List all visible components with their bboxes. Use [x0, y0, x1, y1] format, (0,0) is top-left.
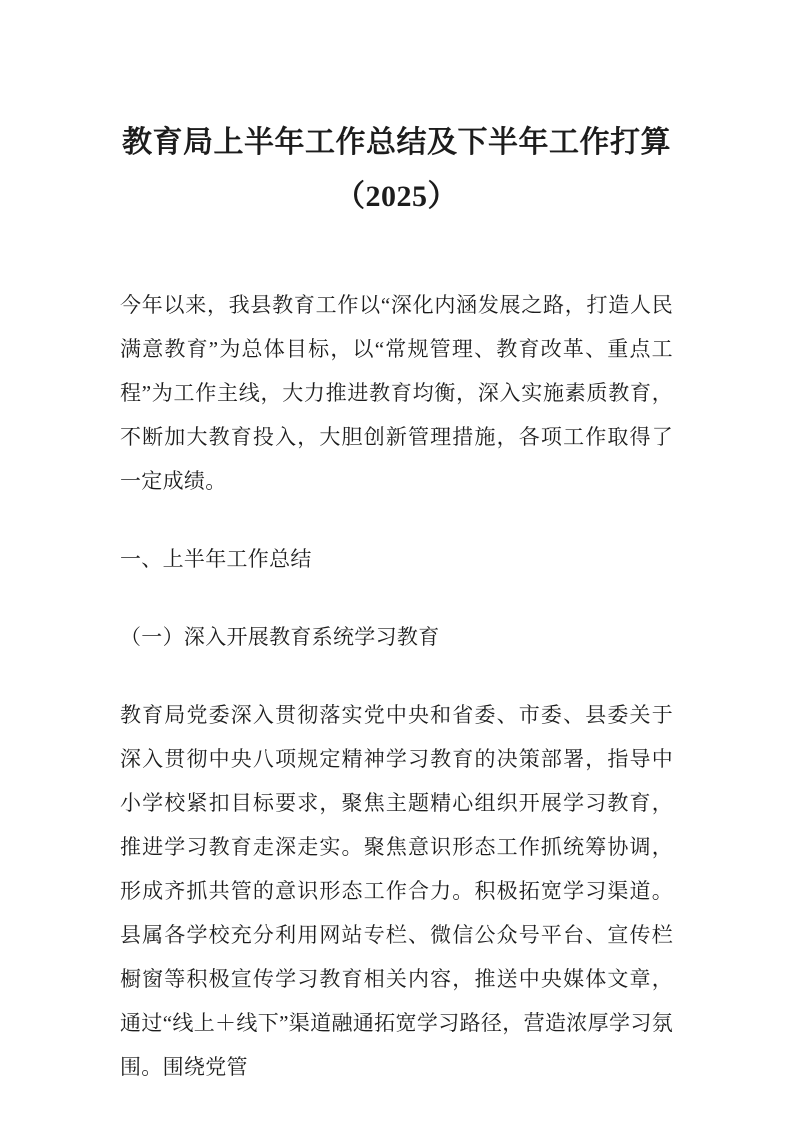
intro-paragraph: 今年以来，我县教育工作以“深化内涵发展之路，打造人民满意教育”为总体目标，以“常规管理、教育改革、重点工程”为工作主线，大力推进教育均衡，深入实施素质教育，不断加大教育投入，大胆创新管理措施，各项工作取得了一定成绩。 [120, 293, 673, 493]
study-education-paragraph: 教育局党委深入贯彻落实党中央和省委、市委、县委关于深入贯彻中央八项规定精神学习教育的决策部署，指导中小学校紧扣目标要求，聚焦主题精心组织开展学习教育，推进学习教育走深走实。聚焦意识形态工作抓统筹协调，形成齐抓共管的意识形态工作合力。积极拓宽学习渠道。县属各学校充分利用网站专栏、微信公众号平台、宣传栏橱窗等积极宣传学习教育相关内容，推送中央媒体文章，通过“线上＋线下”渠道融通拓宽学习路径，营造浓厚学习氛围。围绕党管 [120, 703, 673, 1079]
document-title-line-2: （2025） [335, 180, 458, 213]
document-title-line-1: 教育局上半年工作总结及下半年工作打算 [122, 126, 671, 159]
section-heading-first-half-summary: 一、上半年工作总结 [120, 547, 312, 571]
document-title [120, 116, 673, 224]
subsection-heading-study-education: （一）深入开展教育系统学习教育 [120, 625, 440, 649]
